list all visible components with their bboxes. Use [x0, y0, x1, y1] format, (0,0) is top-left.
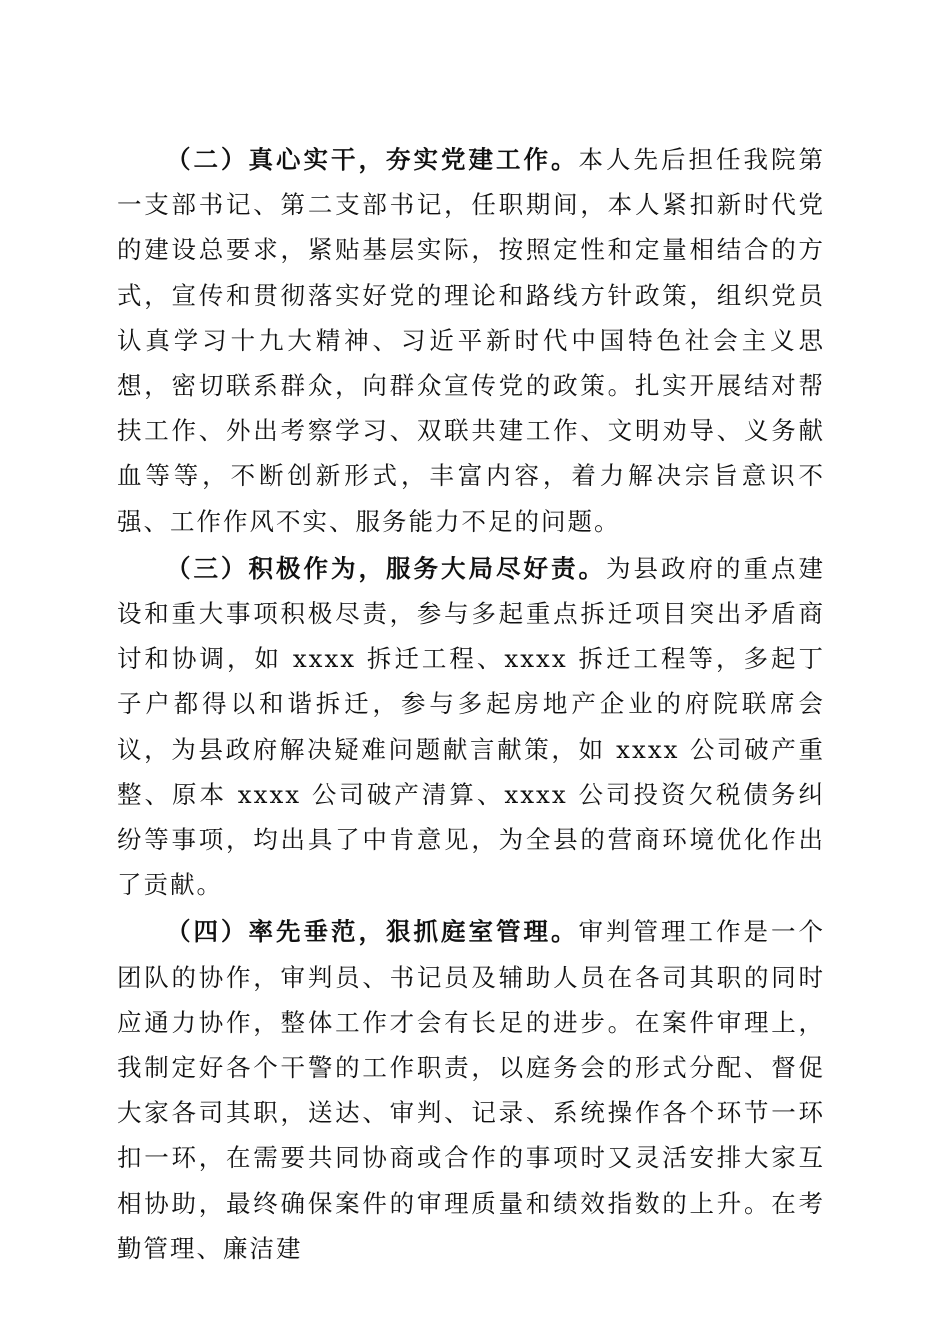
- paragraph-heading: （二）真心实干，夯实党建工作。: [166, 145, 579, 174]
- paragraph-text: 审判管理工作是一个团队的协作，审判员、书记员及辅助人员在各司其职的同时应通力协作，整体工作才会有长足的进步。在案件审理上，我制定好各个干警的工作职责，以庭务会的形式分配、督促大家各司其职，送达、审判、记录、系统操作各个环节一环扣一环，在需要共同协商或合作的事项时又灵活安排大家互相协助，最终确保案件的审理质量和绩效指数的上升。在考勤管理、廉洁建: [117, 917, 825, 1263]
- paragraph-text: 本人先后担任我院第一支部书记、第二支部书记，任职期间，本人紧扣新时代党的建设总要求，紧贴基层实际，按照定性和定量相结合的方式，宣传和贯彻落实好党的理论和路线方针政策，组织党员认真学习十九大精神、习近平新时代中国特色社会主义思想，密切联系群众，向群众宣传党的政策。扎实开展结对帮扶工作、外出考察学习、双联共建工作、文明劝导、义务献血等等，不断创新形式，丰富内容，着力解决宗旨意识不强、工作作风不实、服务能力不足的问题。: [117, 145, 825, 536]
- paragraph-text: 为县政府的重点建设和重大事项积极尽责，参与多起重点拆迁项目突出矛盾商讨和协调，如 xxxx 拆迁工程、xxxx 拆迁工程等，多起丁子户都得以和谐拆迁，参与多起房地产企业的府院联席会议，为县政府解决疑难问题献言献策，如 xxxx 公司破产重整、原本 xxxx 公司破产清算、xxxx 公司投资欠税债务纠纷等事项，均出具了中肯意见，为全县的营商环境优化作出了贡献。: [117, 553, 825, 900]
- paragraph-court-management: [117, 909, 825, 1271]
- document-body: [117, 137, 825, 1271]
- paragraph-serve-overall: [117, 546, 825, 908]
- paragraph-party-building: [117, 137, 825, 544]
- paragraph-heading: （三）积极作为，服务大局尽好责。: [166, 553, 606, 583]
- paragraph-heading: （四）率先垂范，狠抓庭室管理。: [166, 917, 579, 947]
